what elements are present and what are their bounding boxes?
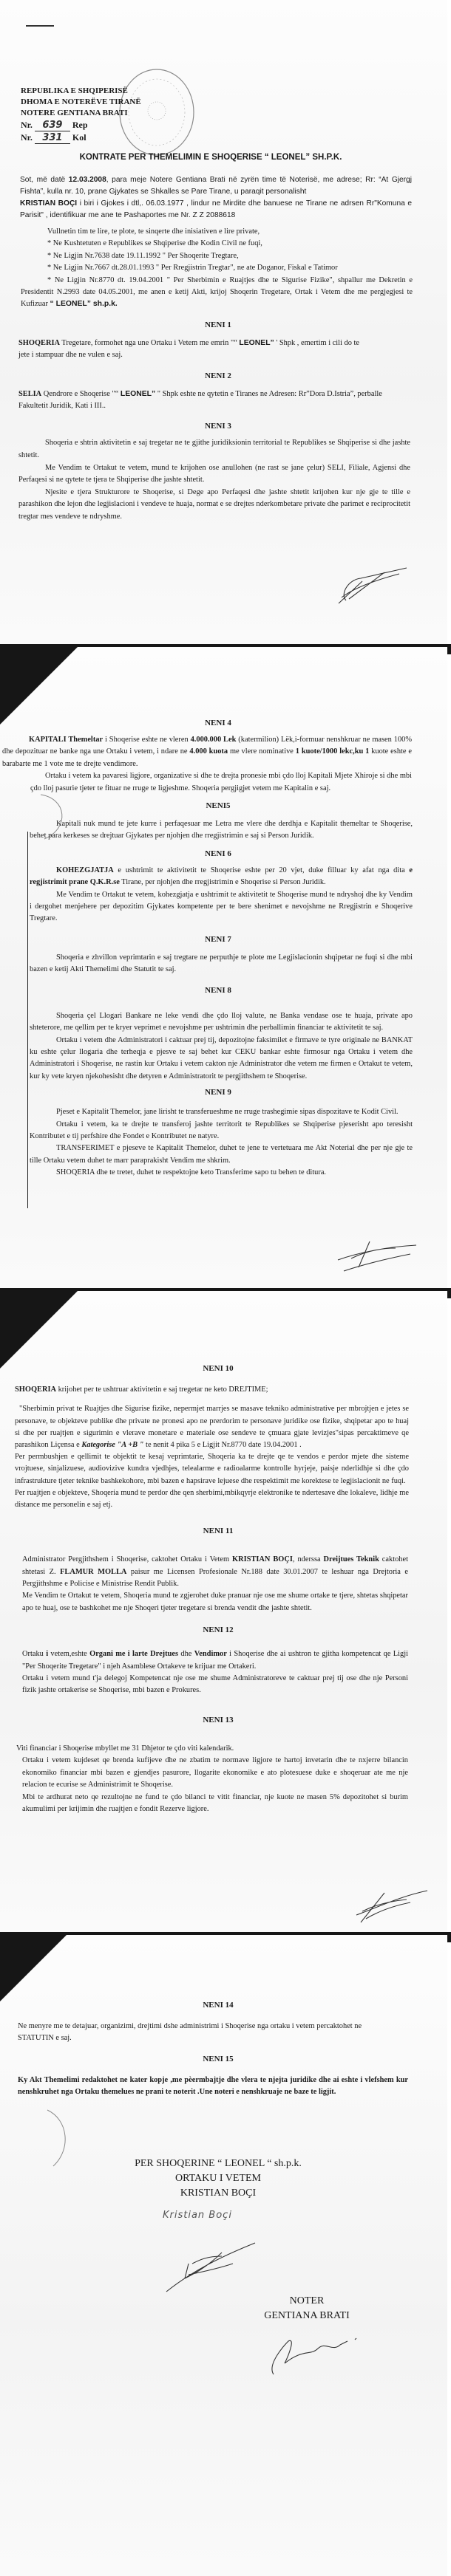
signature-name: KRISTIAN BOÇI: [180, 2188, 257, 2199]
signature-page-1: [333, 565, 414, 609]
article-9-title: NENI 9: [205, 1088, 231, 1097]
scan-corner: [0, 1291, 78, 1368]
notary-signature-block: [251, 2294, 362, 2323]
article-14-text: Ne menyre me te detajuar, organizimi, drejtimi dshe administrimi i Shoqerise nga ortaku i vetem percaktohet ne STATUTIN e saj.: [18, 2022, 362, 2043]
page-2-body: [0, 718, 447, 1179]
article-6-text: KOHEZGJATJA e ushtrimit te aktivitetit te Shoqerise eshte per 20 vjet, duke filluar ky afat nga dita e regjistrimit prane Q.K.R.se Tirane, per njohjen dhe rregjistrimin e Shoqerise si Person Juridik. Me Vendim te Ortakut te vetem, kohezgjatja e ushtrimit te aktivitetit te Shoqerise mund te ndryshoj dhe ky Vendim i dergohet menjehere per depozitim Gjykates kompetente per te bere shenimet e nevojshme ne Rregjistrin e Shoqerive Tregtare.: [30, 866, 413, 923]
header-chamber: DHOMA E NOTERËVE TIRANË: [21, 97, 141, 106]
kol-number-line: Nr. 331 Kol: [21, 132, 87, 143]
page-3-body: [0, 1363, 447, 1815]
header-republic: REPUBLIKA E SHQIPERISË: [21, 86, 128, 95]
header-notary: NOTERE GENTIANA BRATI: [21, 109, 128, 117]
signature-company: PER SHOQERINE “ LEONEL “ sh.p.k.: [135, 2158, 302, 2169]
will-and-laws: Vullnetin tim te lire, te plote, te sinqerte dhe inisiativen e lire private, * Ne Kushtetuten e Republikes se Shqiperise dhe Kodin Civil ne fuqi, * Ne Ligjin Nr.7638 date 19.11.1992 " Per Shoqerite Tregtare, * Ne Ligjin Nr.7667 dt.28.01.1993 " Per Rregjistrin Tregtar", ne ate Doganor, Fiskal e Tatimor * Ne Ligjin Nr.8770 dt. 19.04.2001 " Per Sherbimin e Ruajtjes dhe te Sigurise Fizike", shpallur me Dekretin e Presidentit N.2993 date 04.05.2001, me anen e ketij Akti, krijoj Shoqerin Tregetare, Ortak i Vetem dhe me pergjegjesi te Kufizuar “ LEONEL” sh.p.k.: [21, 227, 413, 309]
article-10-title: NENI 10: [203, 1364, 234, 1373]
article-7-title: NENI 7: [205, 934, 231, 944]
top-mark: [26, 25, 54, 27]
article-2-text: SELIA Qendrore e Shoqerise "“ LEONEL” " Shpk eshte ne qytetin e Tiranes ne Adresen: Rr”Dora D.Istria”, perballe Fakultetit Juridik, Kati i III..: [18, 389, 382, 411]
notary-header: [21, 86, 141, 144]
article-13-text: Viti financiar i Shoqerise mbyllet me 31 Dhjetor te çdo viti kalendarik. Ortaku i vetem kujdeset qe brenda kufijeve dhe ne zbatim te normave ligjore te hartoj invetarin dhe te nxjerre bilancin ekonomiko financiar mbi bazen e gjendjes pasurore, llogarite ekonomike e ato plotesuese duke e shoqeruar ate me nje relacion te ecurise se Administrimit te Shoqerise. Mbi te ardhurat neto qe rezultojne ne fund te çdo bilanci te vitit financiar, nje kuote ne masen 5% depozitohet si burim akumulimi per krijimin dhe ruajtjen e fondit Rezerve ligjore.: [16, 1744, 408, 1813]
article-10-text: "Sherbimin privat te Ruajtjes dhe Sigurise fizike, nepermjet marrjes se masave tekniko administrative per mbrojtjen e jetes se personave, te objekteve publike dhe private ne pronesi apo ne prerdorim te personave juridike ose fizike, shqipetar apo te huaj si dhe per ruajtjen e sigurimin e vlerave monetare e materiale ose sendeve te çmuara gjate levizjes"sipas percaktimeve qe parashikon Liçensa e Kategorise "A +B " te nenit 4 pika 5 e Ligjit Nr.8770 date 19.04.2001 . Per permbushjen e qellimit te objektit te kesaj veprimtarie, Shoqeria ka te drejte qe te vendos e perdor mjete dhe sisteme vrojtuese, sinjalizuese, audiovizive kundra vjedhjes, telealarme e radioalarme kontrolle hyrjeje, paisje nderlidhje si dhe çdo infrastrukture tjeter teknike bashkekohore, mbi bazen e hapsirave lejuese dhe respektimit me korektese te legjislacionit ne fuqi. Per ruajtjen e objekteve, Shoqeria mund te perdor dhe qen sherbimi,mbikqyrje elektronike te ndertesave dhe lokaleve, lidhje me distance me personelin e saj etj.: [15, 1405, 409, 1510]
article-14-title: NENI 14: [203, 2001, 234, 2010]
page-1: [0, 0, 447, 644]
intro-paragraph: Sot, më datë 12.03.2008, para meje Notere Gentiana Brati në zyrën time të Noterisë, me adrese; Rr: “At Gjergj Fishta”, kulla nr. 10, prane Gjykates se Shkalles se Pare Tirane, u paraqit personalisht KRISTIAN BOÇI i biri i Gjokes i dtl,. 06.03.1977 , lindur ne Mirdite dhe banuese ne Tirane ne adrsen Rr"Komuna e Parisit" , identifikuar me ane te Pashaportes me Nr. Z Z 2088618: [20, 176, 413, 219]
page-3: [0, 1291, 447, 1932]
article-1-text: SHOQERIA Tregetare, formohet nga une Ortaku i Vetem me emrin "“ LEONEL” ' Shpk , emertim i cili do te jete i stampuar dhe ne vulen e saj.: [18, 338, 360, 360]
signature-founder: [163, 2234, 259, 2293]
article-15-title: NENI 15: [203, 2054, 234, 2063]
article-9-text: Pjeset e Kapitalit Themelor, jane lirisht te transferueshme ne rruge trashegimie sipas dispozitave te Kodit Civil. Ortaku i vetem, ka te drejte te transferoj jashte territorit te Republikes se Shqiperise pjeserisht apo teresisht Kontributet e tij perfshire dhe Fondet e Kontributet ne natyre. TRANSFERIMET e pjeseve te Kapitalit Themelor, duhet te jene te vertetuara me Akt Noterial dhe per nje gje te tille Ortaku vetem duhet te marr paraprakisht Vendim me shkrim. SHOQERIA dhe te tretet, duhet te respektojne keto Transferime sapo tu behen te ditura.: [30, 1108, 413, 1177]
article-3-title: NENI 3: [205, 422, 231, 431]
page-4: [0, 1935, 447, 2576]
article-7-text: Shoqeria e zhvillon veprimtarin e saj tregtare ne perputhje te plote me Legjislacionin shqipetar ne fuqi si dhe mbi bazen e ketij Akti Themelimi dhe Statutit te saj.: [30, 953, 413, 974]
article-13-title: NENI 13: [203, 1715, 234, 1724]
article-5-text: Kapitali nuk mund te jete kurre i perfaqesuar me Letra me vlere dhe derdhja e Kapitalit themeltar te Shoqerise, behet para kerkeses se drejtuar Gjykates per njohjen dhe rregjistrimin e saj si Person Juridik.: [30, 820, 413, 840]
article-6-title: NENI 6: [205, 849, 231, 858]
article-15-text: Ky Akt Themelimi redaktohet ne kater kopje ,me pèermbajtje dhe vlera te njejta juridike dhe ai eshte i vlefshem kur nenshkruhet nga Ortaku themelues ne prani te noterit .Une noteri e nenshkruaje ne baze te ligjit.: [18, 2075, 408, 2097]
article-4-text: KAPITALI Themeltar i Shoqerise eshte ne vleren 4.000.000 Lek (katermilion) Lëk,i-formuar nenshkruar ne masen 100% dhe depozituar ne banke nga une Ortaku i vetem, i ndare ne 4.000 kuota me vlere nominative 1 kuote/1000 lekc,ku 1 kuote eshte e barabarte me 1 vote me te drejte vendimore. Ortaku i vetem ka pavaresi ligjore, organizative si dhe te drejta pronesie mbi çdo lloj Kapitali Mjete Xhiroje si dhe mbi çdo lloj pasurie tjeter te fituar ne rruge te ligjeshme. Shoqeria pergjigjet vetem me Kapitalin e saj.: [2, 736, 413, 792]
article-12-text: Ortaku i vetem,eshte Organi me i larte Drejtues dhe Vendimor i Shoqerise dhe ai ushtron te gjitha kompetencat qe Ligji "Per Shoqerite Tregetare" i njeh Asamblese Ortakeve te krijuar me Ortakeri. Ortaku i vetem mund t'ja delegoj Kompetencat nje ose me shume Administratoreve te caktuar prej tij ose dhe nje Personi fizik jashte ortakerise se Shoqerise, mbi bazen e Prokures.: [22, 1650, 409, 1695]
signature-notary: [266, 2334, 370, 2378]
notary-name: GENTIANA BRATI: [264, 2310, 350, 2321]
notary-title: NOTER: [289, 2295, 325, 2306]
article-10-lead: SHOQERIA krijohet per te ushtruar aktivitetin e saj tregetar ne keto DREJTIME;: [15, 1385, 268, 1394]
article-5-title: NENI5: [206, 801, 231, 811]
page-1-body: [0, 174, 447, 524]
handwritten-name: Kristian Boçi: [163, 2210, 232, 2221]
rep-number-line: Nr. 639 Rep: [21, 120, 88, 131]
page-4-body: [0, 2000, 447, 2099]
article-8-title: NENI 8: [205, 985, 231, 995]
article-4-title: NENI 4: [205, 719, 231, 727]
signature-page-2: [336, 1238, 418, 1275]
scan-corner: [0, 647, 78, 724]
article-11-title: NENI 11: [203, 1527, 234, 1536]
signature-page-3: [355, 1889, 429, 1926]
article-1-title: NENI 1: [205, 320, 231, 329]
page-2: [0, 647, 447, 1288]
article-2-title: NENI 2: [205, 371, 231, 380]
signature-role: ORTAKU I VETEM: [175, 2173, 261, 2184]
article-8-text: Shoqeria çel Llogari Bankare ne leke vendi dhe çdo lloj valute, ne Banka vendase ose te huaja, private apo shteterore, me qellim per te kryer veprimet e nevojshme per ushtrimin dhe perballimin financiar te aktivitetit te saj. Ortaku i vetem dhe Administratori i caktuar prej tij, depozitojne faksimilet e firmave te tyre originale ne BANKAT ku eshte çelur llogaria dhe terheqja e pjesve te saj behet kur CEKU bankar eshte firmosur nga Ortaku i vetem dhe Administratori i Shoqerise, ne rastin kur Ortaku i vetem cakton nje Administrator dhe vetem me firmen e Ortakut te vetem, kur ky vete kryen njekohesisht dhe detyren e Administratorit te pergjithshem te Shoqerise.: [30, 1011, 413, 1080]
document-title: KONTRATE PER THEMELIMIN E SHOQERISE “ LEONEL” SH.P.K.: [79, 153, 342, 162]
scan-corner: [0, 1935, 67, 2001]
article-3-text: Shoqeria e shtrin aktivitetin e saj tregetar ne te gjithe juridiksionin territorial te Republikes se Shqiperise si dhe jashte shtetit. Me Vendim te Ortakut te vetem, mund te krijohen ose anullohen (ne rast se jane çelur) SELI, Filiale, Agjensi dhe Perfaqesi si ne qytete te tjera te Shqiperise dhe jashte shtetit. Njesite e tjera Strukturore te Shoqerise, si Dege apo Perfaqesi dhe jashte shtetit krijohen kur nje gje te tille e parashikon dhe lejon dhe legjislacioni i vendeve te huaja, normat e se drejtes nderkombetare private dhe parimet e reciprocitetit tregtar mes vendeve te ndryshme.: [18, 439, 411, 521]
article-11-text: Administrator Pergjithshem i Shoqerise, caktohet Ortaku i Vetem KRISTIAN BOÇI, nderssa Dreijtues Teknik caktohet shtetasi Z. FLAMUR MOLLA paisur me Licensen Profesionale Nr.188 date 30.01.2007 te leshuar nga Drejtoria e Pergjithshme e Policise e Ministrise Rendit Publik. Me Vendim te Ortakut te vetem, Shoqeria mund te zgjerohet duke pranuar nje ose me shume ortake te tjere, shtetas shqipetar apo te huaj, ose te bashkohet me nje Shoqeri tjeter tregetare si brenda vendit dhe jashte shtetit.: [22, 1555, 408, 1612]
article-12-title: NENI 12: [203, 1626, 234, 1635]
